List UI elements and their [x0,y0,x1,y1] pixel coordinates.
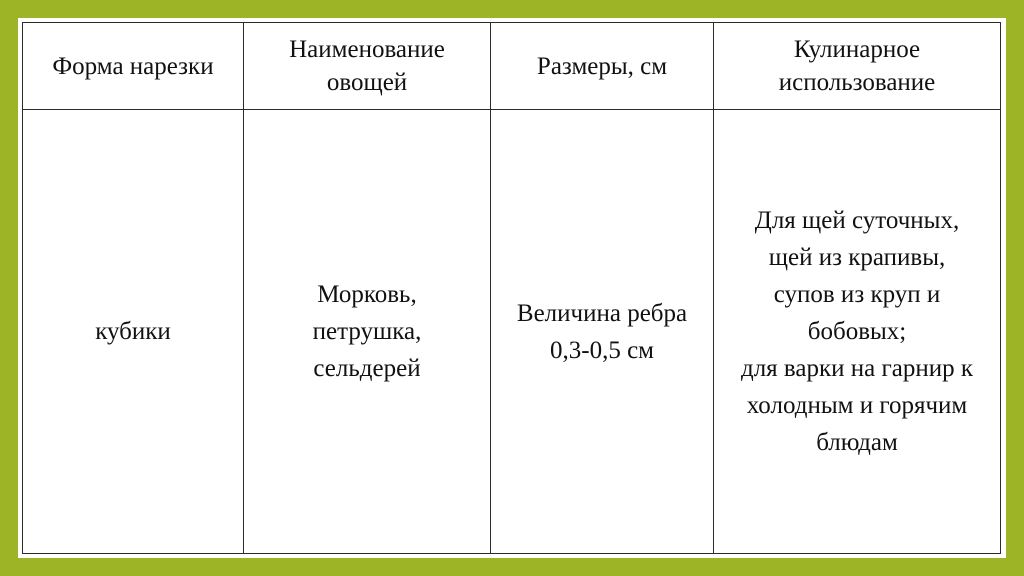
cell-cut-shape: кубики [23,110,244,554]
cutting-table [22,22,1001,554]
cell-vegetables: Морковь, петрушка, сельдерей [244,110,491,554]
cell-culinary-use: Для щей суточных, щей из крапивы, супов из круп и бобовых; для варки на гарнир к холодным и горячим блюдам [714,110,1001,554]
header-vegetables: Наименование овощей [244,23,491,110]
table-row [23,110,1001,554]
table-header-row [23,23,1001,110]
header-culinary-use: Кулинарное использование [714,23,1001,110]
header-size: Размеры, см [491,23,714,110]
header-cut-shape: Форма нарезки [23,23,244,110]
cell-size: Величина ребра 0,3-0,5 см [491,110,714,554]
slide [18,18,1006,558]
